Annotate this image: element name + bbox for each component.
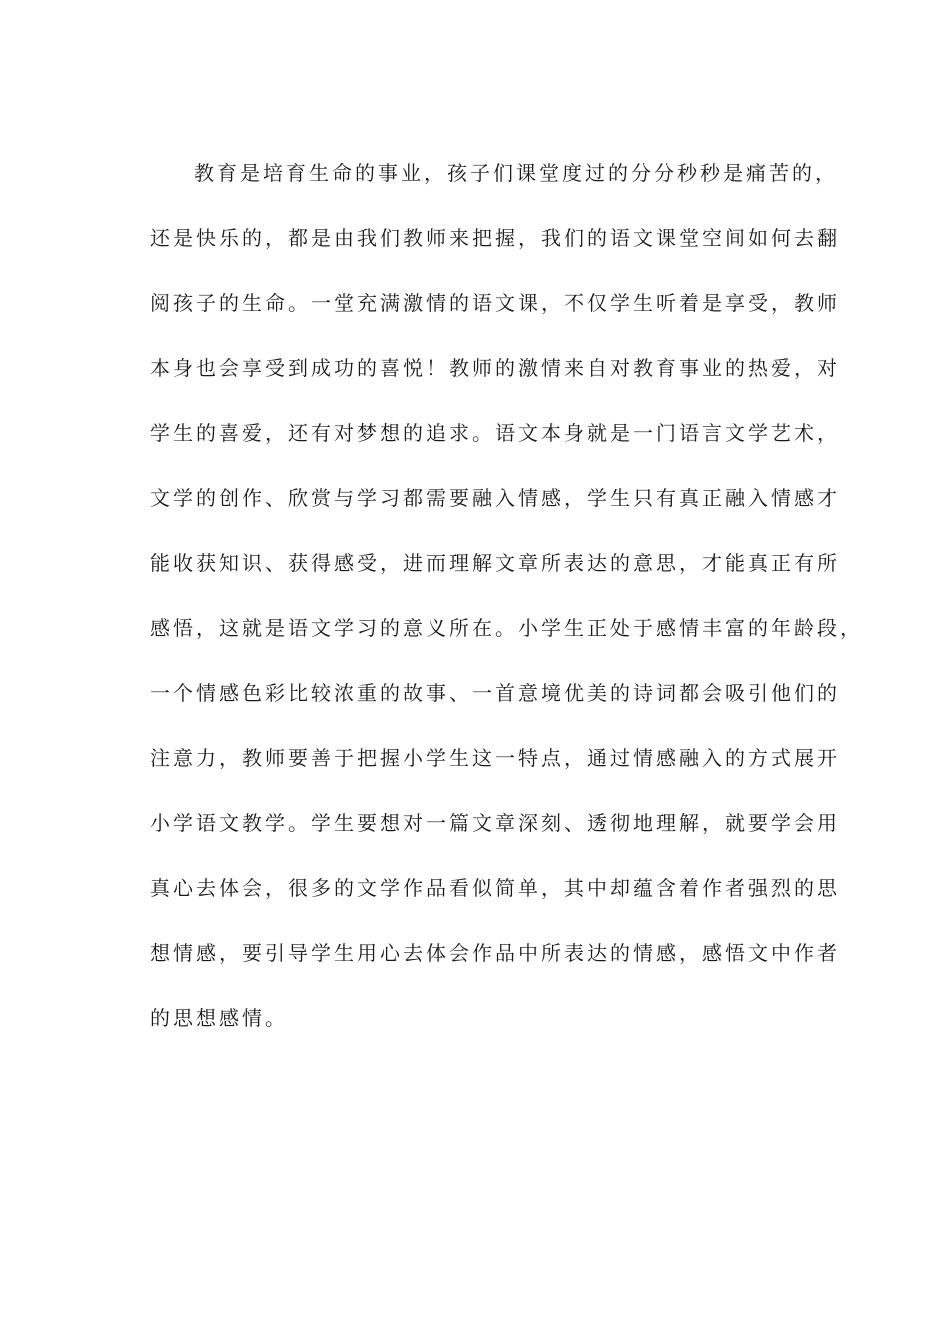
paragraph-line-9: 一个情感色彩比较浓重的故事、一首意境优美的诗词都会吸引他们的 [150,681,840,705]
paragraph-line-4: 本身也会享受到成功的喜悦！教师的激情来自对教育事业的热爱，对 [150,356,840,380]
paragraph-line-7: 能收获知识、获得感受，进而理解文章所表达的意思，才能真正有所 [150,551,840,575]
paragraph-line-11: 小学语文教学。学生要想对一篇文章深刻、透彻地理解，就要学会用 [150,811,840,835]
paragraph-line-5: 学生的喜爱，还有对梦想的追求。语文本身就是一门语言文学艺术， [150,421,840,445]
paragraph-line-14: 的思想感情。 [150,1006,288,1030]
paragraph-line-1: 教育是培育生命的事业，孩子们课堂度过的分分秒秒是痛苦的， [194,161,838,185]
paragraph-line-8: 感悟，这就是语文学习的意义所在。小学生正处于感情丰富的年龄段， [150,616,863,640]
paragraph-line-12: 真心去体会，很多的文学作品看似简单，其中却蕴含着作者强烈的思 [150,876,840,900]
paragraph-line-10: 注意力，教师要善于把握小学生这一特点，通过情感融入的方式展开 [150,746,840,770]
paragraph-line-3: 阅孩子的生命。一堂充满激情的语文课，不仅学生听着是享受，教师 [150,291,840,315]
body-paragraph [150,155,863,1065]
paragraph-line-2: 还是快乐的，都是由我们教师来把握，我们的语文课堂空间如何去翻 [150,226,840,250]
paragraph-line-13: 想情感，要引导学生用心去体会作品中所表达的情感，感悟文中作者 [150,941,840,965]
paragraph-line-6: 文学的创作、欣赏与学习都需要融入情感，学生只有真正融入情感才 [150,486,840,510]
